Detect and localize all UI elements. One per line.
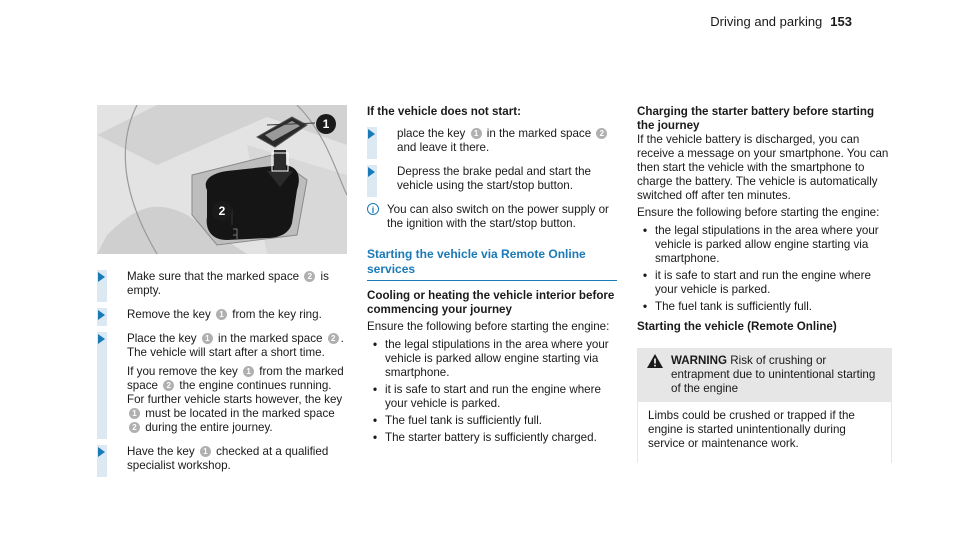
instruction-step: Make sure that the marked space 2 is empty. <box>97 270 347 298</box>
callout-2-badge: 2 <box>304 271 315 282</box>
callout-1-label: 1 <box>322 117 330 131</box>
key-space-drawing <box>97 105 347 254</box>
column-right: Charging the starter battery before starting the journey If the vehicle battery is discharged, you can receive a message on your smartphone. You can then start the vehicle with the smartphone to charge the battery. The vehicle is automatically switched off after ten minutes. Ensure the following before starting the engine: • the legal stipulations in the area where your vehicle is parked allow engine starting via smartphone. • it is safe to start and run the engine where your vehicle is parked. • The fuel tank is sufficiently full. Starting the vehicle (Remote Online) WARNING Risk of crushing or entrapment due to unintentional starting of the engine Limbs could be crushed or trapped if the engine is started unintentionally during service or maintenance work. <box>637 105 892 463</box>
list-item: • it is safe to start and run the engine where your vehicle is parked. <box>637 269 892 297</box>
warning-body: Limbs could be crushed or trapped if the engine is started unintentionally during service or maintenance work. <box>648 409 855 450</box>
warning-label: WARNING <box>671 354 728 367</box>
heading-not-start: If the vehicle does not start: <box>367 105 521 118</box>
list-item: • The starter battery is sufficiently charged. <box>367 431 617 445</box>
instruction-step: Depress the brake pedal and start the vehicle using the start/stop button. <box>367 165 617 193</box>
heading-remote-online: Starting the vehicle via Remote Online services <box>367 247 617 281</box>
list-item: • The fuel tank is sufficiently full. <box>367 414 617 428</box>
instruction-step: Have the key 1 checked at a qualified specialist workshop. <box>97 445 347 473</box>
callout-1-badge: 1 <box>216 309 227 320</box>
console-illustration <box>97 105 347 254</box>
list-item: • the legal stipulations in the area where your vehicle is parked allow engine starting via smartphone. <box>637 224 892 266</box>
list-item: • The fuel tank is sufficiently full. <box>637 300 892 314</box>
requirements-list <box>637 224 892 314</box>
warning-box <box>637 348 892 463</box>
step-arrow-icon <box>98 447 105 457</box>
warning-title: Risk of crushing or entrapment due to unintentional starting of the engine <box>671 354 876 395</box>
heading-cooling-heating: Cooling or heating the vehicle interior before commencing your journey <box>367 289 615 316</box>
heading-starting-remote: Starting the vehicle (Remote Online) <box>637 320 837 333</box>
instruction-step: Remove the key 1 from the key ring. <box>97 308 347 322</box>
info-icon: i <box>367 203 379 215</box>
section-title: Driving and parking <box>710 14 823 29</box>
list-item: • it is safe to start and run the engine where your vehicle is parked. <box>367 383 617 411</box>
info-note: i You can also switch on the power supply or the ignition with the start/stop button. <box>367 203 617 231</box>
column-middle: If the vehicle does not start: place the key 1 in the marked space 2 and leave it there. Depress the brake pedal and start the vehicle using the start/stop button. i You can also switch on the power supply or the ignition with the start/stop button. Starting the vehicle via Remote Online services Cooling or heating the vehicle interior before commencing your journey Ensure the following before starting the engine: • the legal stipulations in the area where your vehicle is parked allow engine starting via smartphone. • it is safe to start and run the engine where your vehicle is parked. • The fuel tank is sufficiently full. • The starter battery is sufficiently charged. <box>367 105 617 451</box>
page-number: 153 <box>830 14 852 29</box>
instruction-step: place the key 1 in the marked space 2 and leave it there. <box>367 127 617 155</box>
step-arrow-icon <box>98 272 105 282</box>
instruction-step: Place the key 1 in the marked space 2 . The vehicle will start after a short time. If you remove the key 1 from the marked space 2 the engine continues running. For further vehicle starts however, the key 1 must be located in the marked space 2 during the entire journey. <box>97 332 347 435</box>
requirements-list <box>367 338 617 445</box>
list-item: • the legal stipulations in the area where your vehicle is parked allow engine starting via smartphone. <box>367 338 617 380</box>
column-left <box>97 270 347 483</box>
warning-icon <box>647 354 663 368</box>
heading-charging-battery: Charging the starter battery before starting the journey <box>637 105 875 132</box>
step-arrow-icon <box>98 334 105 344</box>
step-arrow-icon <box>98 310 105 320</box>
step-arrow-icon <box>368 167 375 177</box>
step-arrow-icon <box>368 129 375 139</box>
callout-2-label: 2 <box>218 204 226 218</box>
page-header <box>600 14 852 29</box>
